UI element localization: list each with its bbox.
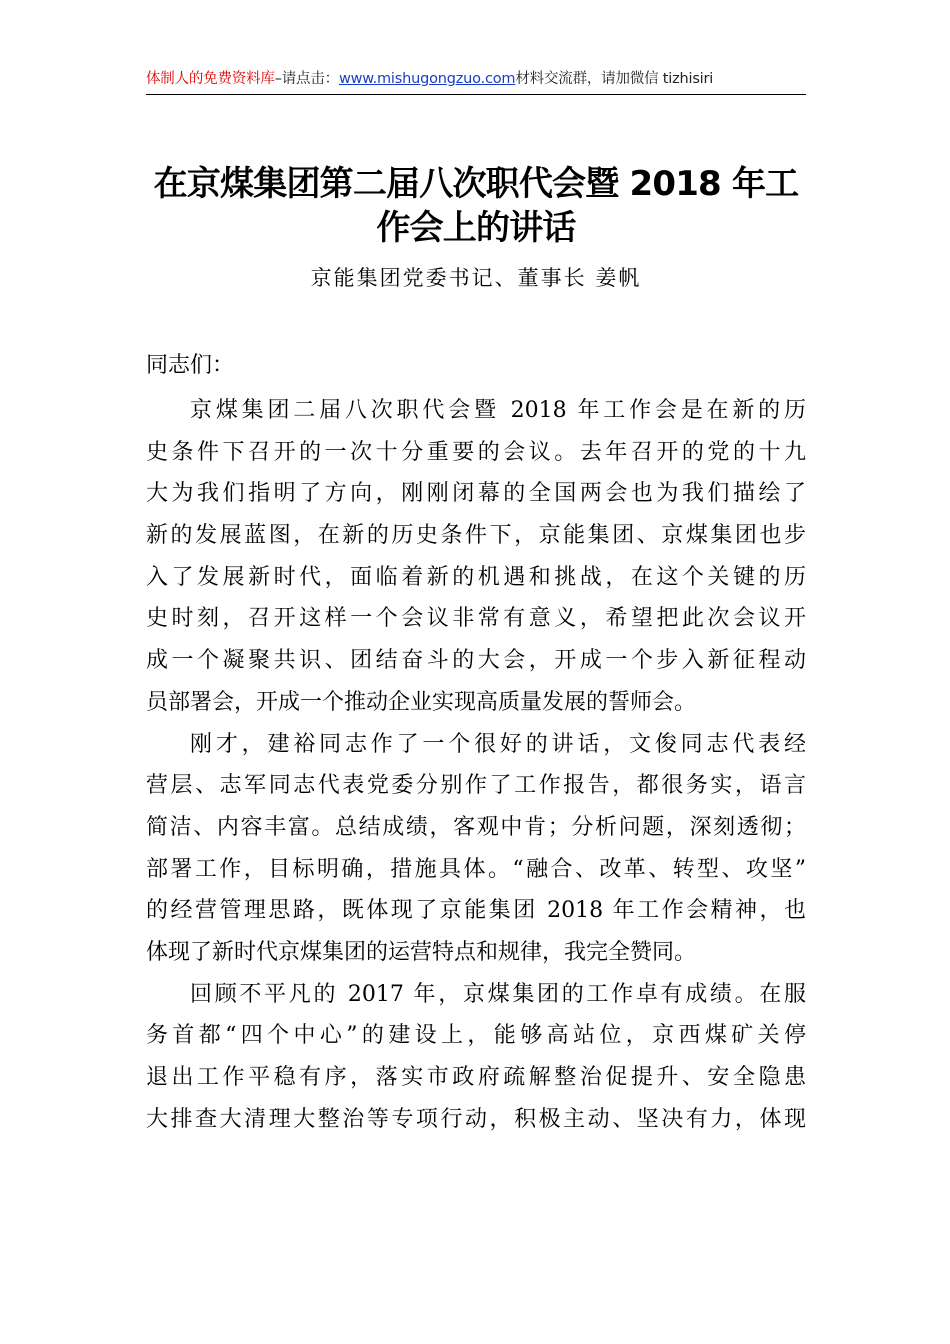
header-note: 材料交流群，请加微信 tizhisiri	[515, 71, 714, 87]
paragraph-line: 务首都“四个中心”的建设上，能够高站位，京西煤矿关停	[146, 1023, 806, 1049]
paragraph-line: 史时刻，召开这样一个会议非常有意义，希望把此次会议开	[146, 606, 806, 632]
document-body	[146, 390, 806, 1140]
paragraph-line: 刚才，建裕同志作了一个很好的讲话，文俊同志代表经	[190, 731, 806, 757]
title-line: 作会上的讲话	[376, 208, 576, 248]
paragraph-line: 简洁、内容丰富。总结成绩，客观中肯；分析问题，深刻透彻；	[146, 814, 806, 840]
title-line: 在京煤集团第二届八次职代会暨 2018 年工	[153, 164, 799, 204]
paragraph-line: 新的发展蓝图，在新的历史条件下，京能集团、京煤集团也步	[146, 523, 806, 549]
paragraph-line: 员部署会，开成一个推动企业实现高质量发展的誓师会。	[146, 689, 697, 715]
header-link[interactable]: www.mishugongzuo.com	[338, 71, 516, 87]
paragraph-line: 入了发展新时代，面临着新的机遇和挑战，在这个关键的历	[146, 564, 806, 590]
paragraph-line: 大为我们指明了方向，刚刚闭幕的全国两会也为我们描绘了	[146, 481, 806, 507]
paragraph-line: 退出工作平稳有序，落实市政府疏解整治促提升、安全隐患	[146, 1065, 806, 1090]
paragraph-line: 的经营管理思路，既体现了京能集团 2018 年工作会精神，也	[146, 898, 806, 924]
paragraph-line: 回顾不平凡的 2017 年，京煤集团的工作卓有成绩。在服	[190, 981, 806, 1007]
paragraph-line: 体现了新时代京煤集团的运营特点和规律，我完全赞同。	[146, 939, 697, 965]
author-line: 京能集团党委书记、董事长 姜帆	[310, 266, 642, 290]
header-prompt: –请点击：	[274, 71, 339, 87]
header-site-name: 体制人的免费资料库	[146, 71, 275, 87]
paragraph-line: 成一个凝聚共识、团结奋斗的大会，开成一个步入新征程动	[146, 648, 806, 674]
paragraph-line: 史条件下召开的一次十分重要的会议。去年召开的党的十九	[146, 439, 806, 465]
salutation: 同志们：	[146, 353, 235, 378]
paragraph-line: 京煤集团二届八次职代会暨 2018 年工作会是在新的历	[190, 398, 806, 423]
paragraph-line: 部署工作，目标明确，措施具体。“融合、改革、转型、攻坚”	[146, 856, 806, 882]
document-title	[146, 162, 806, 250]
page-header	[146, 68, 806, 95]
paragraph-line: 大排查大清理大整治等专项行动，积极主动、坚决有力，体现	[146, 1106, 806, 1132]
paragraph-line: 营层、志军同志代表党委分别作了工作报告，都很务实，语言	[146, 773, 806, 799]
